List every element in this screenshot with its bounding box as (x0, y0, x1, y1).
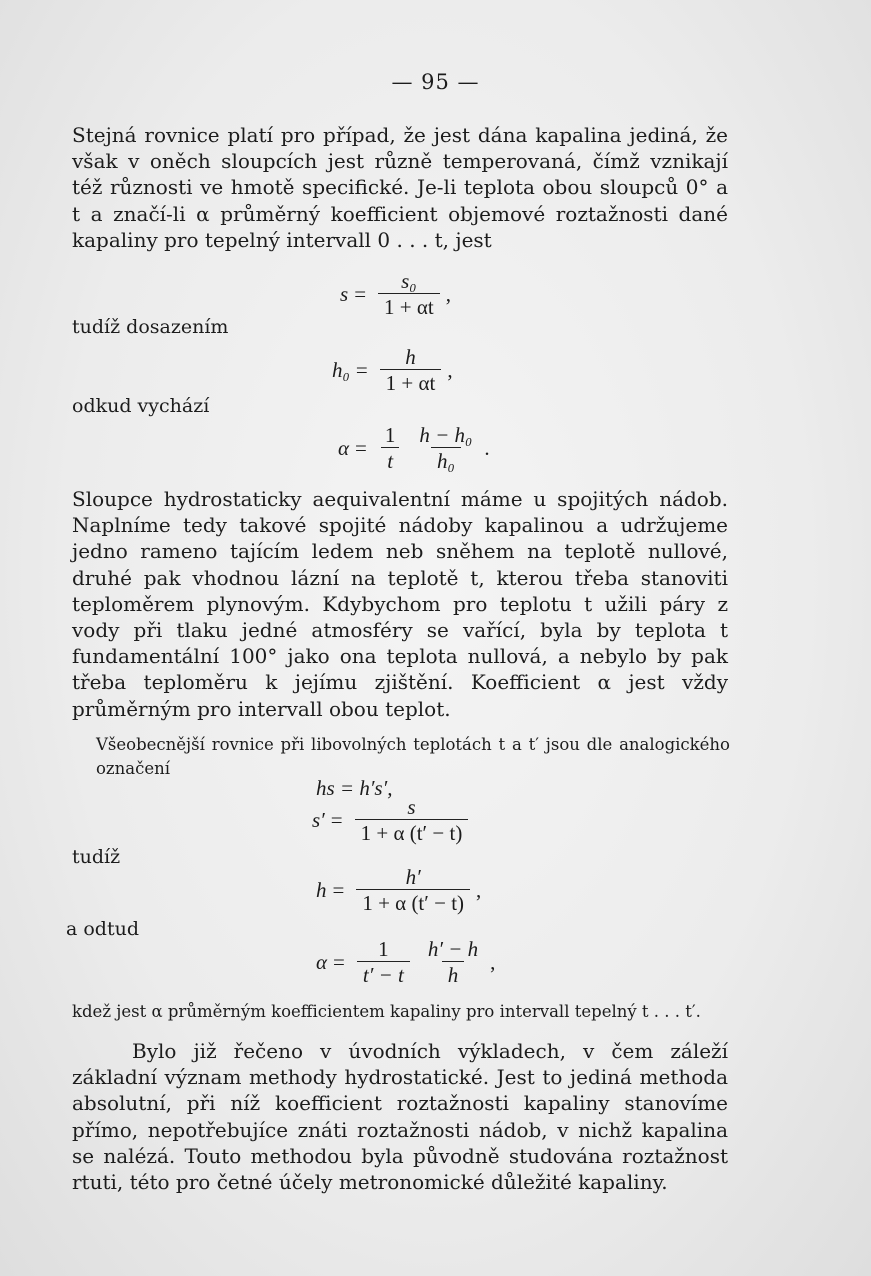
paragraph-text: Stejná rovnice platí pro případ, že jest dána kapalina jediná, že však v oněch sloupcích jest různě temperovaná, čímž vznikají též různosti ve hmotě specifické. Je-li teplota obou sloupců 0° a t a značí-li α průměrný koefficient objemové roztažnosti dané kapaliny pro tepelný intervall 0 . . . t, jest (72, 123, 728, 252)
eq-lhs: s′ (312, 807, 325, 832)
paragraph-4 (72, 1000, 728, 1024)
paragraph-text: Bylo již řečeno v úvodních výkladech, v čem záleží základní význam methody hydrostatické. Jest to jediná methoda absolutní, při níž koefficient roztažnosti kapaliny stanovíme přímo, nepotřebujíce znáti roztažnosti nádob, v nichž kapalina se nalézá. Touto methodou byla původně studována roztažnost rtuti, této pro četné účely metronomické důležité kapaliny. (72, 1039, 728, 1195)
paragraph-3 (96, 733, 730, 781)
label-a-odtud: a odtud (66, 918, 140, 940)
eq-fraction: $\frac{s}{1 + \alpha (t' - t)}$ (355, 796, 469, 844)
eq-lhs: α (316, 949, 328, 974)
eq-fraction-1: $\frac{1}{t' - t}$ (357, 938, 410, 986)
equation-hs: hs = h′s′, (316, 776, 393, 800)
paragraph-2 (72, 486, 728, 722)
eq-lhs: h (316, 877, 327, 902)
paragraph-text: Sloupce hydrostaticky aequivalentní máme u spojitých nádob. Naplníme tedy takové spojité nádoby kapalinou a udržujeme jedno rameno tajícím ledem neb sněhem na teplotě nullové, druhé pak vhodnou lázní na teplotě t, kterou třeba stanoviti teploměrem plynovým. Kdybychom pro teplotu t užili páry z vody při tlaku jedné atmosféry se vařící, byla by teplota t fundamentální 100° jako ona teplota nullová, a nebylo by pak třeba teploměru k jejímu zjištění. Koefficient α jest vždy průměrným pro intervall obou teplot. (72, 487, 728, 721)
eq-fraction: $\frac{h'}{1 + \alpha (t' - t)}$ (356, 866, 470, 914)
equation-s: s = $\frac{\text{s₀}}{1 + \alpha t}$ , (340, 269, 451, 319)
eq-fraction: $\frac{\text{s₀}}{1 + \alpha t}$ (378, 270, 440, 318)
paragraph-5 (72, 1038, 728, 1195)
paragraph-text: kdež jest α průměrným koefficientem kapaliny pro intervall tepelný t . . . t′. (72, 1002, 701, 1021)
label-tudiz: tudíž (72, 846, 121, 868)
paragraph-1 (72, 122, 728, 253)
paragraph-text: Všeobecnější rovnice při libovolných teplotách t a t′ jsou dle analogického označení (96, 735, 730, 778)
equation-s-prime: s′ = $\frac{s}{1 + \alpha (t' - t)}$ (312, 796, 474, 844)
eq-lhs: α (338, 435, 350, 460)
eq-fraction-1: $\frac{1}{t}$ (379, 424, 402, 472)
eq-lhs: s (340, 281, 349, 306)
eq-lhs: h₀ (332, 357, 350, 382)
equation-alpha: α = $\frac{1}{t}$ $\frac{\text{h − h₀}}{\text{h₀}}$ . (338, 423, 490, 473)
eq-fraction: $\frac{h}{1 + \alpha t}$ (380, 346, 442, 394)
equation-h: h = $\frac{h'}{1 + \alpha (t' - t)}$ , (316, 865, 482, 915)
eq-fraction-2: $\frac{h' - h}{h}$ (427, 937, 479, 987)
equation-alpha-general: α = $\frac{1}{t' - t}$ $\frac{h' - h}{h}$ , (316, 937, 496, 987)
page-number: — 95 — (391, 70, 480, 94)
label-tudiz-dosazenim: tudíž dosazením (72, 316, 229, 338)
equation-h0: h₀ = $\frac{h}{1 + \alpha t}$ , (332, 345, 453, 395)
label-odkud-vychazi: odkud vychází (72, 395, 210, 417)
eq-fraction-2: $\frac{\text{h − h₀}}{\text{h₀}}$ (419, 423, 473, 473)
